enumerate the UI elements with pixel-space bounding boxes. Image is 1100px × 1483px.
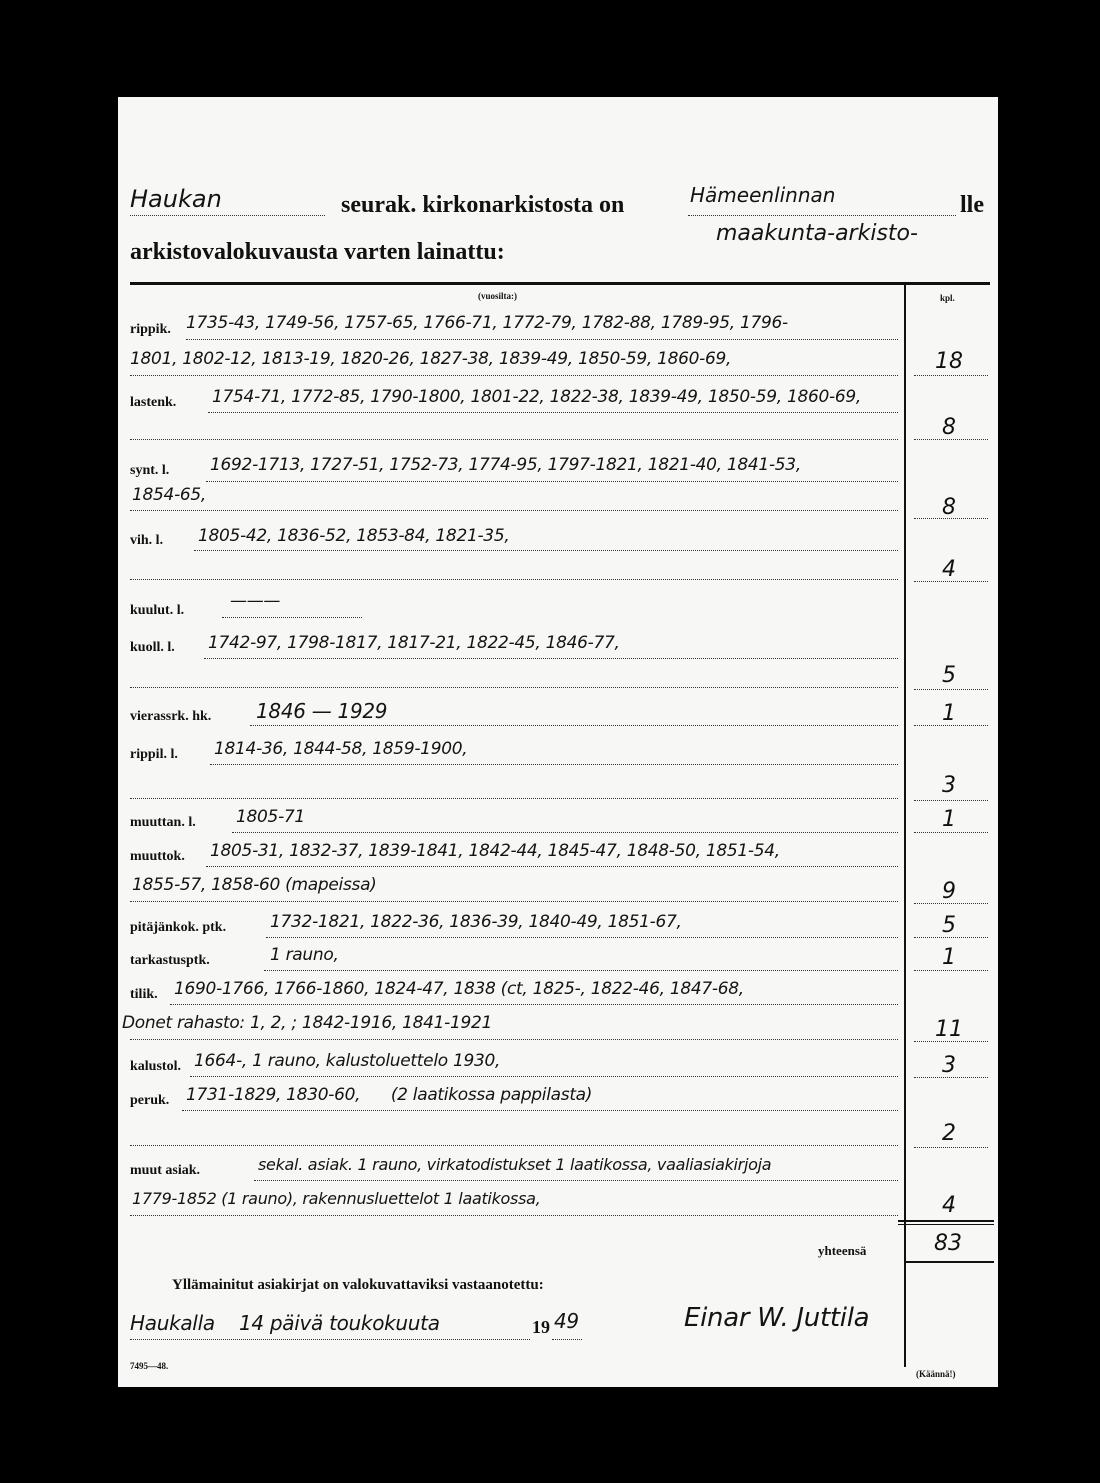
rule-vierassrk [250, 725, 898, 726]
header-line-2: arkistovalokuvausta varten lainattu: [130, 239, 505, 265]
value-peruk-1: 1731-1829, 1830-60, (2 laatikossa pappilasta) [186, 1085, 593, 1105]
rule-muuttan [232, 832, 898, 833]
value-muut-asiak-2: 1779-1852 (1 rauno), rakennusluettelot 1 laatikossa, [132, 1189, 541, 1208]
label-tilik: tilik. [130, 987, 158, 1002]
years-column-header: (vuosilta:) [478, 291, 517, 301]
rule-rippik-2 [130, 375, 898, 376]
label-lastenk: lastenk. [130, 395, 177, 410]
archive-form [118, 97, 998, 1387]
label-synt: synt. l. [130, 463, 170, 478]
value-vih-1: 1805-42, 1836-52, 1853-84, 1821-35, [198, 526, 510, 546]
header-rule [130, 282, 990, 285]
count-rule-tilik [914, 1041, 988, 1042]
count-pitajankok: 5 [942, 913, 956, 938]
label-pitajankok: pitäjänkok. ptk. [130, 920, 227, 935]
rule-muut-asiak-1 [254, 1180, 898, 1181]
rule-vih-2 [130, 579, 898, 580]
rule-rippil-1 [210, 764, 898, 765]
value-muuttan: 1805-71 [236, 807, 305, 827]
rule-lastenk-1 [208, 412, 898, 413]
label-rippil: rippil. l. [130, 747, 178, 762]
turn-note: (Käännä!) [916, 1369, 956, 1379]
rule-pitajankok [266, 937, 898, 938]
count-rule-rippil [914, 800, 988, 801]
rule-muuttok-1 [206, 866, 898, 867]
year-prefix: 19 [532, 1317, 550, 1337]
rule-peruk-1 [182, 1110, 898, 1111]
value-synt-1: 1692-1713, 1727-51, 1752-73, 1774-95, 1797-1821, 1821-40, 1841-53, [210, 455, 801, 475]
value-kalustol: 1664-, 1 rauno, kalustoluettelo 1930, [194, 1051, 501, 1071]
label-kuoll: kuoll. l. [130, 640, 175, 655]
count-muuttan: 1 [942, 807, 956, 832]
signature: Einar W. Juttila [684, 1303, 870, 1333]
count-column-rule [904, 285, 906, 1367]
rule-tarkastusptk [264, 970, 898, 971]
count-kalustol: 3 [942, 1053, 956, 1078]
value-muut-asiak-1: sekal. asiak. 1 rauno, virkatodistukset 1 laatikossa, vaaliasiakirjoja [258, 1155, 772, 1174]
form-number: 7495—48. [130, 1361, 169, 1371]
label-kalustol: kalustol. [130, 1059, 181, 1074]
count-tarkastusptk: 1 [942, 945, 956, 970]
rule-tilik-2 [130, 1039, 898, 1040]
total-rule-top [898, 1220, 994, 1222]
received-text: Yllämainitut asiakirjat on valokuvattaviksi vastaanotettu: [172, 1277, 544, 1293]
count-rule-rippik [914, 375, 988, 376]
header-suffix: lle [960, 192, 984, 218]
value-muuttok-1: 1805-31, 1832-37, 1839-1841, 1842-44, 1845-47, 1848-50, 1851-54, [210, 841, 780, 861]
rule-vih-1 [194, 550, 898, 551]
rule-peruk-2 [130, 1145, 898, 1146]
year-rule [552, 1339, 582, 1340]
value-tilik-2: Donet rahasto: 1, 2, ; 1842-1916, 1841-1921 [122, 1013, 493, 1033]
place-date: Haukalla 14 päivä toukokuuta [130, 1311, 440, 1335]
label-muuttan: muuttan. l. [130, 815, 196, 830]
count-rippik: 18 [935, 349, 963, 374]
year-suffix: 49 [554, 1309, 579, 1333]
parish-line [130, 215, 325, 216]
count-tilik: 11 [935, 1017, 963, 1042]
header-mid-text: seurak. kirkonarkistosta on [341, 192, 625, 218]
count-rule-vih [914, 581, 988, 582]
total-label: yhteensä [818, 1243, 867, 1258]
label-vih: vih. l. [130, 533, 164, 548]
value-muuttok-2: 1855-57, 1858-60 (mapeissa) [132, 875, 377, 895]
value-synt-2: 1854-65, [132, 485, 207, 505]
total-value: 83 [934, 1231, 962, 1256]
count-rule-muuttok [914, 903, 988, 904]
label-rippik: rippik. [130, 322, 171, 337]
rule-kalustol [190, 1076, 898, 1077]
total-rule-top-2 [898, 1224, 994, 1225]
label-kuulut: kuulut. l. [130, 603, 185, 618]
label-muuttok: muuttok. [130, 849, 185, 864]
value-kuoll-1: 1742-97, 1798-1817, 1817-21, 1822-45, 1846-77, [208, 633, 620, 653]
count-rule-lastenk [914, 439, 988, 440]
count-muut-asiak: 4 [942, 1193, 956, 1218]
count-rule-muuttan [914, 832, 988, 833]
value-vierassrk: 1846 — 1929 [256, 699, 388, 723]
count-rule-tarkastusptk [914, 970, 988, 971]
rule-lastenk-2 [130, 439, 898, 440]
rule-rippil-2 [130, 798, 898, 799]
rule-synt-2 [130, 510, 898, 511]
place-line [688, 215, 956, 216]
count-muuttok: 9 [942, 879, 956, 904]
count-kuoll: 5 [942, 663, 956, 688]
rule-tilik-1 [170, 1004, 898, 1005]
rule-kuoll-1 [204, 658, 898, 659]
label-muut-asiak: muut asiak. [130, 1163, 201, 1178]
label-peruk: peruk. [130, 1093, 170, 1108]
place-date-rule [130, 1339, 530, 1340]
rule-kuulut [222, 617, 362, 618]
rule-rippik-1 [186, 339, 898, 340]
value-rippik-1: 1735-43, 1749-56, 1757-65, 1766-71, 1772-79, 1782-88, 1789-95, 1796- [186, 313, 788, 333]
value-tilik-1: 1690-1766, 1766-1860, 1824-47, 1838 (ct, 1825-, 1822-46, 1847-68, [174, 979, 744, 999]
value-rippik-2: 1801, 1802-12, 1813-19, 1820-26, 1827-38, 1839-49, 1850-59, 1860-69, [130, 349, 732, 369]
value-tarkastusptk: 1 rauno, [270, 945, 339, 965]
count-rule-peruk [914, 1147, 988, 1148]
count-vih: 4 [942, 557, 956, 582]
archive-place-cont: maakunta-arkisto- [716, 221, 918, 246]
count-column-header: kpl. [940, 293, 955, 303]
rule-muut-asiak-2 [130, 1215, 898, 1216]
count-rule-synt [914, 518, 988, 519]
value-pitajankok: 1732-1821, 1822-36, 1836-39, 1840-49, 1851-67, [270, 912, 682, 932]
count-rippil: 3 [942, 773, 956, 798]
value-rippil-1: 1814-36, 1844-58, 1859-1900, [214, 739, 468, 759]
rule-kuoll-2 [130, 687, 898, 688]
count-rule-vierassrk [914, 725, 988, 726]
label-tarkastusptk: tarkastusptk. [130, 953, 210, 968]
rule-synt-1 [206, 481, 898, 482]
count-rule-pitajankok [914, 937, 988, 938]
label-vierassrk: vierassrk. hk. [130, 709, 212, 724]
count-lastenk: 8 [942, 415, 956, 440]
count-rule-kalustol [914, 1077, 988, 1078]
count-peruk: 2 [942, 1121, 956, 1146]
count-synt: 8 [942, 495, 956, 520]
parish-name: Haukan [130, 185, 222, 213]
value-lastenk-1: 1754-71, 1772-85, 1790-1800, 1801-22, 1822-38, 1839-49, 1850-59, 1860-69, [212, 387, 862, 407]
total-rule-bottom [904, 1261, 994, 1263]
count-vierassrk: 1 [942, 701, 956, 726]
rule-muuttok-2 [130, 901, 898, 902]
archive-place: Hämeenlinnan [690, 183, 836, 207]
value-kuulut: ——— [230, 591, 281, 611]
count-rule-kuoll [914, 689, 988, 690]
